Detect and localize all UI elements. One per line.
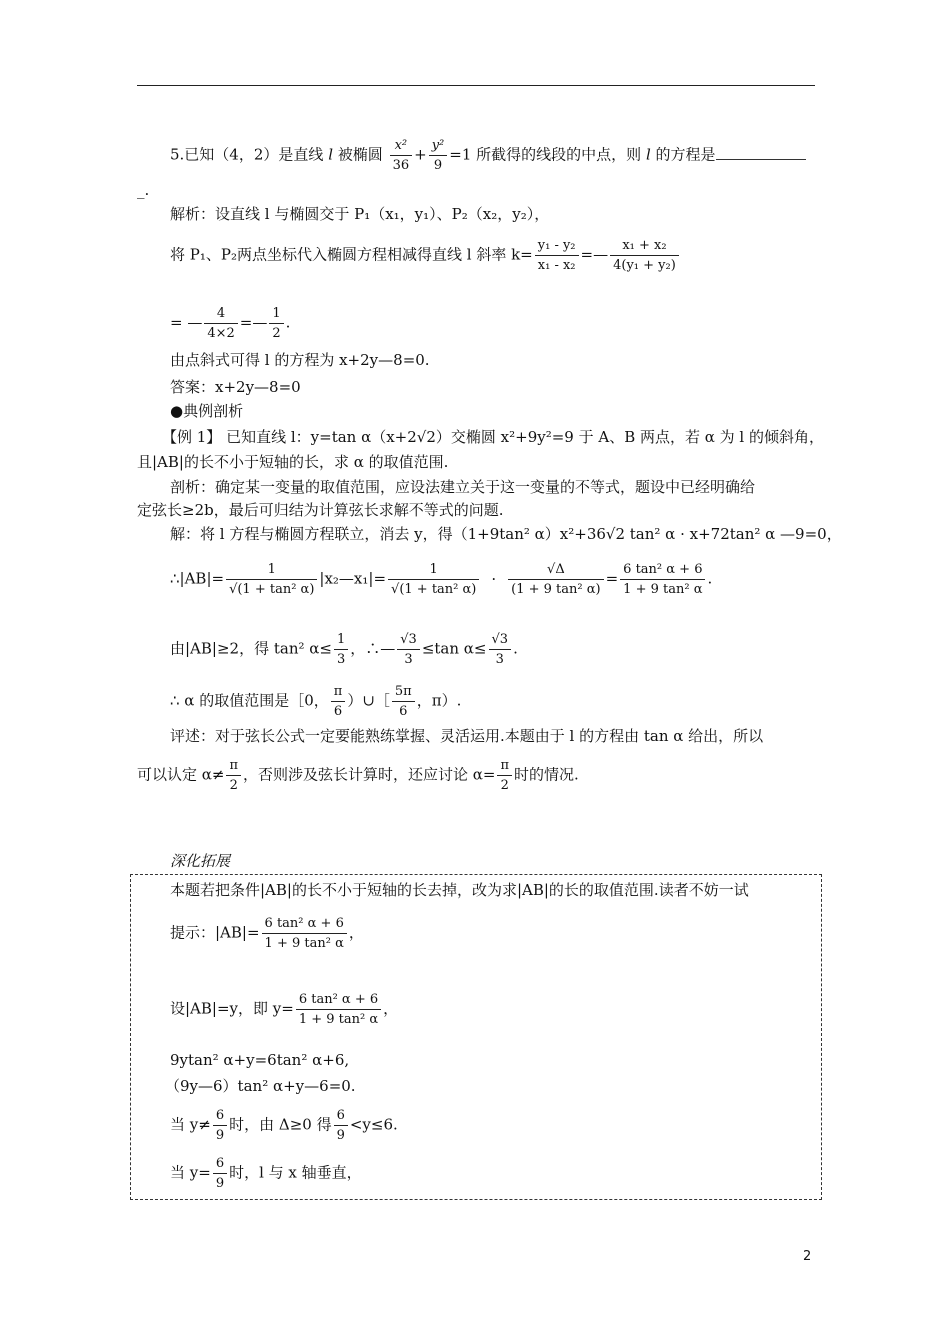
- answer-line: 答案：x+2y—8=0: [170, 378, 301, 396]
- analysis-p2: 定弦长≥2b，最后可归结为计算弦长求解不等式的问题.: [137, 501, 504, 519]
- fraction-sqrt3-3-a: $\frac{√3}{3}$: [397, 632, 420, 667]
- hint-line: 提示：|AB|= $\frac{\text{6 tan² α + 6}}{\text{1 + 9 tan² α}}$ ，: [170, 916, 364, 951]
- fraction-6-9-b: $\frac{6}{9}$: [334, 1108, 348, 1143]
- analysis-line-1: 解析：设直线 l 与椭圆交于 P₁（x₁，y₁）、P₂（x₂，y₂），: [170, 205, 550, 223]
- page-number: 2: [803, 1249, 812, 1264]
- q5-text-d: 的方程是: [655, 145, 716, 164]
- question-5: [170, 138, 806, 173]
- example-1-line-1: 【例 1】 已知直线 l：y=tan α（x+2√2）交椭圆 x²+9y²=9 于 A、B 两点，若 α 为 l 的倾斜角，: [162, 428, 825, 446]
- fraction-4-8: $\frac{4}{4\times 2}$: [204, 306, 237, 341]
- fraction-sqrt-2: $\frac{1}{\text{√(1 + tan² α)}}$: [388, 562, 479, 597]
- extension-text: 本题若把条件|AB|的长不小于短轴的长去掉，改为求|AB|的长的取值范围.读者不妨一试: [170, 881, 749, 899]
- fraction-slope-1: $\frac{\text{y₁ - y₂}}{\text{x₁ - x₂}}$: [535, 238, 579, 273]
- example-1-line-2: 且|AB|的长不小于短轴的长，求 α 的取值范围.: [137, 453, 449, 471]
- fraction-delta: $\frac{√\Delta}{\text{(1 + 9 tan² α)}}$: [508, 562, 603, 597]
- case-line-1: 当 y≠ $\frac{6}{9}$ 时，由 Δ≥0 得 $\frac{6}{9}$ <y≤6.: [170, 1108, 398, 1143]
- fraction-pi-2-b: $\frac{\pi}{2}$: [497, 758, 512, 793]
- fraction-6-9-c: $\frac{6}{9}$: [213, 1156, 227, 1191]
- fraction-set-y: $\frac{\text{6 tan² α + 6}}{\text{1 + 9 tan² α}}$: [296, 992, 381, 1027]
- fraction-1-2: $\frac{1}{2}$: [269, 306, 283, 341]
- fraction-6-9-a: $\frac{6}{9}$: [213, 1108, 227, 1143]
- solution-line-4: ∴ α 的取值范围是［0， $\frac{\pi}{6}$ ）∪［ $\frac{5\pi}{6}$ ，π）.: [170, 684, 462, 719]
- analysis-line-3: = — $\frac{4}{4\times 2}$ =— $\frac{1}{2}$ .: [170, 306, 291, 341]
- set-y-line: 设|AB|=y，即 y= $\frac{\text{6 tan² α + 6}}{\text{1 + 9 tan² α}}$ ，: [170, 992, 399, 1027]
- plus-sign: +: [414, 145, 427, 164]
- fraction-pi-2-a: $\frac{\pi}{2}$: [226, 758, 241, 793]
- fraction-pi-6: $\frac{\pi}{6}$: [331, 684, 346, 719]
- section-heading: ●典例剖析: [170, 402, 244, 420]
- analysis-line-4: 由点斜式可得 l 的方程为 x+2y—8=0.: [170, 351, 430, 369]
- solution-line-1: 解：将 l 方程与椭圆方程联立，消去 y，得（1+9tan² α）x²+36√2 tan² α · x+72tan² α —9=0，: [170, 525, 842, 543]
- equation-line-1: 9ytan² α+y=6tan² α+6,: [170, 1051, 350, 1069]
- analysis-line-2: 将 P₁、P₂两点坐标代入椭圆方程相减得直线 l 斜率 k= $\frac{\text{y₁ - y₂}}{\text{x₁ - x₂}}$ =— $\frac{\text{x₁ + x₂}}{\text{4(y₁ + y₂)}}$: [170, 238, 681, 273]
- fraction-sqrt3-3-b: $\frac{√3}{3}$: [489, 632, 512, 667]
- equation-line-2: （9y—6）tan² α+y—6=0.: [165, 1077, 356, 1095]
- comment-line-1: 评述：对于弦长公式一定要能熟练掌握、灵活运用.本题由于 l 的方程由 tan α 给出，所以: [170, 727, 764, 745]
- fraction-y2-9: $\frac{\text{y²}}{9}$: [429, 138, 448, 173]
- answer-blank: [716, 147, 806, 160]
- solution-line-2: ∴|AB|= $\frac{1}{\text{√(1 + tan² α)}}$ |x₂—x₁|= $\frac{1}{\text{√(1 + tan² α)}}$ · $\frac{√\Delta}{\text{(1 + 9 tan² α)}}$ = $\frac{\text{6 tan² α + 6}}{\text{1 + 9 tan² α}}$ .: [170, 562, 713, 597]
- q5-line-var: l: [328, 145, 333, 164]
- comment-line-2: 可以认定 α≠ $\frac{\pi}{2}$ ，否则涉及弦长计算时，还应讨论 α= $\frac{\pi}{2}$ 时的情况.: [137, 758, 579, 793]
- fraction-x2-36: $\frac{\text{x²}}{36}$: [390, 138, 413, 173]
- q5-text-a: 5.已知（4，2）是直线: [170, 145, 324, 164]
- extension-title: 深化拓展: [170, 852, 231, 870]
- q5-text-b: 被椭圆: [337, 145, 383, 164]
- fraction-5pi-6: $\frac{5\pi}{6}$: [392, 684, 415, 719]
- case-line-2: 当 y= $\frac{6}{9}$ 时，l 与 x 轴垂直，: [170, 1156, 362, 1191]
- q5-tail: _.: [137, 181, 150, 199]
- header-rule: [137, 85, 815, 86]
- solution-line-3: 由|AB|≥2，得 tan² α≤ $\frac{1}{3}$ ，∴— $\frac{√3}{3}$ ≤tan α≤ $\frac{√3}{3}$ .: [170, 632, 518, 667]
- q5-line-var-2: l: [645, 145, 651, 164]
- fraction-ab-length: $\frac{\text{6 tan² α + 6}}{\text{1 + 9 tan² α}}$: [620, 562, 705, 597]
- fraction-hint: $\frac{\text{6 tan² α + 6}}{\text{1 + 9 tan² α}}$: [262, 916, 347, 951]
- q5-text-c: =1 所截得的线段的中点，则: [449, 145, 642, 164]
- analysis-p1: 剖析：确定某一变量的取值范围，应设法建立关于这一变量的不等式，题设中已经明确给: [170, 478, 756, 496]
- fraction-sqrt-1: $\frac{1}{\text{√(1 + tan² α)}}$: [226, 562, 317, 597]
- fraction-slope-2: $\frac{\text{x₁ + x₂}}{\text{4(y₁ + y₂)}}$: [610, 238, 679, 273]
- fraction-1-3: $\frac{1}{3}$: [334, 632, 348, 667]
